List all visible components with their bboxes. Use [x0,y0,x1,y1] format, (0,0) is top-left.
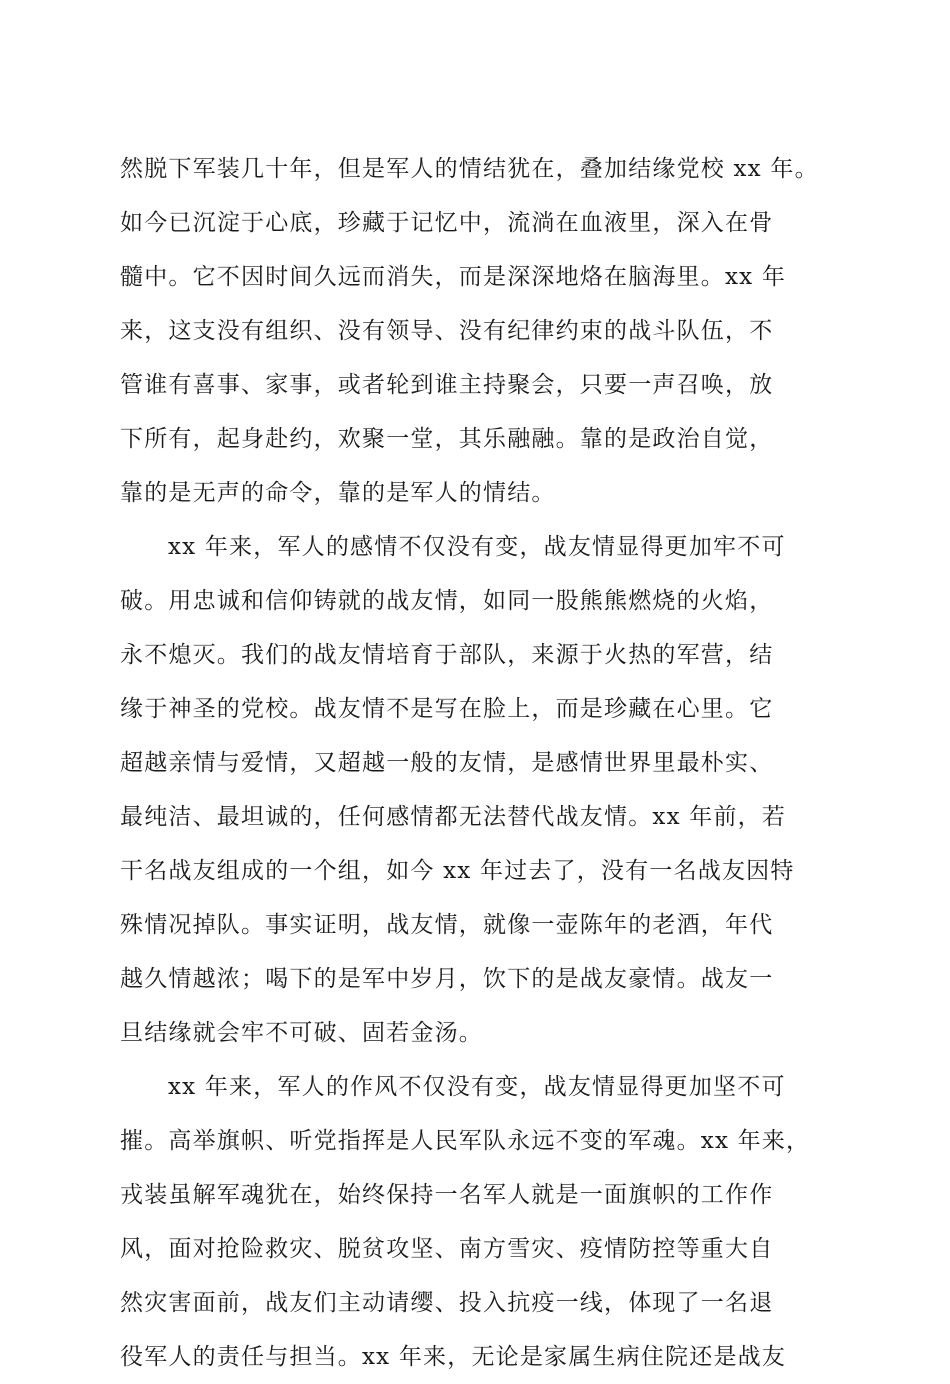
text-line: 超越亲情与爱情，又超越一般的友情，是感情世界里最朴实、 [120,750,774,776]
text-line: 缘于神圣的党校。战友情不是写在脸上，而是珍藏在心里。它 [120,696,774,722]
text-line: 戎装虽解军魂犹在，始终保持一名军人就是一面旗帜的工作作 [120,1182,774,1208]
text-line: 然灾害面前，战友们主动请缨、投入抗疫一线，体现了一名退 [120,1290,774,1316]
text-line: 役军人的责任与担当。xx 年来，无论是家属生病住院还是战友 [120,1344,787,1370]
text-line: 如今已沉淀于心底，珍藏于记忆中，流淌在血液里，深入在骨 [120,210,774,236]
text-line: 靠的是无声的命令，靠的是军人的情结。 [120,480,556,506]
text-line: 风，面对抢险救灾、脱贫攻坚、南方雪灾、疫情防控等重大自 [120,1236,774,1262]
text-line: 殊情况掉队。事实证明，战友情，就像一壶陈年的老酒，年代 [120,912,774,938]
text-line: 摧。高举旗帜、听党指挥是人民军队永远不变的军魂。xx 年来， [120,1128,811,1154]
text-line: 旦结缘就会牢不可破、固若金汤。 [120,1020,483,1046]
text-line: 然脱下军装几十年，但是军人的情结犹在，叠加结缘党校 xx 年。 [120,156,819,182]
paragraph-1 [120,142,840,520]
text-line: 来，这支没有组织、没有领导、没有纪律约束的战斗队伍，不 [120,318,774,344]
text-line: 永不熄灭。我们的战友情培育于部队，来源于火热的军营，结 [120,642,774,668]
text-line: xx 年来，军人的感情不仅没有变，战友情显得更加牢不可 [168,534,786,560]
text-line: 干名战友组成的一个组，如今 xx 年过去了，没有一名战友因特 [120,858,795,884]
text-line: 下所有，起身赴约，欢聚一堂，其乐融融。靠的是政治自觉， [120,426,774,452]
text-line: 破。用忠诚和信仰铸就的战友情，如同一股熊熊燃烧的火焰， [120,588,774,614]
text-line: 最纯洁、最坦诚的，任何感情都无法替代战友情。xx 年前，若 [120,804,787,830]
paragraph-2 [120,520,840,1060]
text-line: 髓中。它不因时间久远而消失，而是深深地烙在脑海里。xx 年 [120,264,787,290]
text-line: 越久情越浓；喝下的是军中岁月，饮下的是战友豪情。战友一 [120,966,774,992]
text-line: 管谁有喜事、家事，或者轮到谁主持聚会，只要一声召唤，放 [120,372,774,398]
text-line: xx 年来，军人的作风不仅没有变，战友情显得更加坚不可 [168,1074,786,1100]
paragraph-3 [120,1060,840,1384]
body-text [120,142,840,1384]
